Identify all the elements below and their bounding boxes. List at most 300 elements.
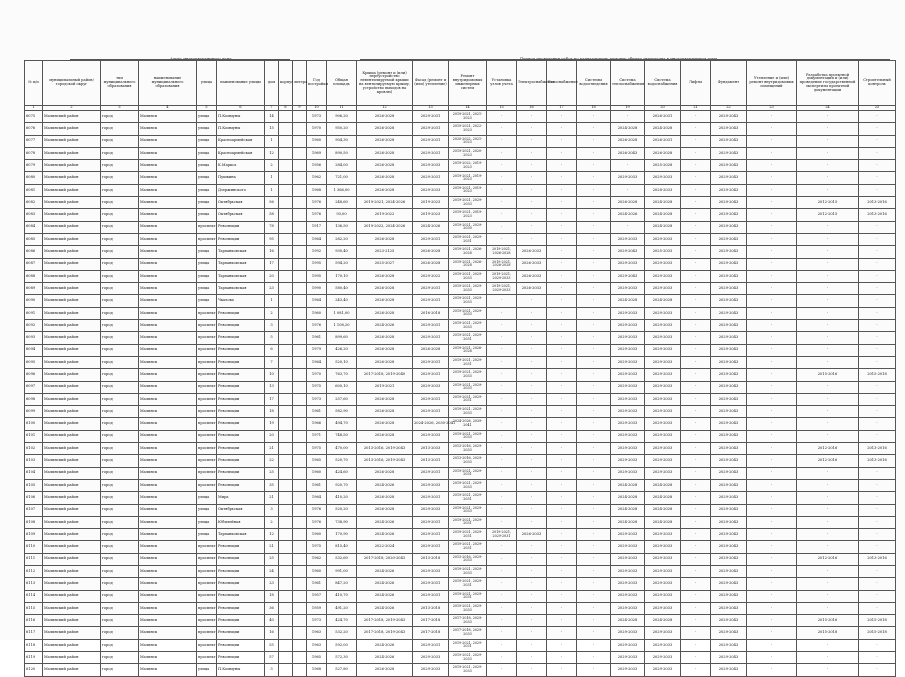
cell-warm: -: [747, 160, 797, 172]
cell-lit: [293, 541, 307, 553]
cell-area: 738,90: [327, 516, 357, 528]
cell-district: Малинский район: [43, 516, 101, 528]
cell-warm: -: [747, 479, 797, 491]
column-number: 6: [217, 106, 265, 111]
cell-gas: -: [547, 356, 577, 368]
cell-type: город: [101, 111, 139, 123]
cell-sewer: -: [577, 356, 611, 368]
cell-proj: -: [797, 504, 859, 516]
cell-korp: [279, 627, 293, 639]
cell-lift: -: [681, 320, 711, 332]
cell-korp: [279, 652, 293, 664]
cell-sys: 2013-2016, 2029-2033: [449, 455, 487, 467]
cell-district: Малинский район: [43, 590, 101, 602]
cell-water: 2029-2033: [645, 602, 681, 614]
cell-gas: -: [547, 418, 577, 430]
cell-area: 93,00: [327, 209, 357, 221]
cell-found: 2029-2043: [711, 443, 747, 455]
cell-facade: 2029-2033: [413, 430, 449, 442]
cell-ctrl: -: [859, 332, 896, 344]
cell-korp: [279, 615, 293, 627]
cell-area: 170,90: [327, 529, 357, 541]
cell-year: 1965: [307, 455, 327, 467]
cell-water: 2029-2033: [645, 270, 681, 282]
cell-year: 1970: [307, 123, 327, 135]
cell-warm: -: [747, 135, 797, 147]
cell-sewer: -: [577, 381, 611, 393]
cell-st: улица: [197, 492, 217, 504]
cell-district: Малинский район: [43, 246, 101, 258]
cell-roof: 2026-2028: [357, 418, 413, 430]
cell-elec: -: [517, 160, 547, 172]
cell-mo: Малинск: [139, 369, 197, 381]
cell-found: 2029-2043: [711, 197, 747, 209]
cell-proj: 2012-2016: [797, 455, 859, 467]
table-row: [25, 529, 896, 541]
cell-found: 2029-2043: [711, 147, 747, 159]
cell-lift: -: [681, 369, 711, 381]
cell-type: город: [101, 529, 139, 541]
cell-n: 6081: [25, 184, 43, 196]
cell-sys: 2019-2021, 2029-2030: [449, 221, 487, 233]
table-row: [25, 270, 896, 282]
cell-facade: 2029-2031: [413, 492, 449, 504]
cell-street: Октябрьская: [217, 504, 265, 516]
cell-lift: -: [681, 479, 711, 491]
cell-n: 6110: [25, 541, 43, 553]
column-number: 5: [197, 106, 217, 111]
cell-gas: -: [547, 160, 577, 172]
cell-n: 6102: [25, 443, 43, 455]
cell-lift: -: [681, 467, 711, 479]
cell-gas: -: [547, 553, 577, 565]
cell-korp: [279, 184, 293, 196]
cell-sewer: -: [577, 664, 611, 676]
cell-year: 1973: [307, 615, 327, 627]
column-header: Крыша (ремонт и (или) переустройство невентилируемой крыши на вентилируемую крышу, устройство выходов на кровлю): [357, 61, 413, 106]
cell-facade: 2029-2033: [413, 504, 449, 516]
cell-proj: -: [797, 516, 859, 528]
cell-heat: 2029-2033: [611, 172, 645, 184]
cell-proj: -: [797, 332, 859, 344]
cell-year: 1961: [307, 332, 327, 344]
cell-elec: -: [517, 369, 547, 381]
cell-house: 1: [265, 295, 279, 307]
cell-lift: -: [681, 270, 711, 282]
cell-water: 2029-2033: [645, 258, 681, 270]
cell-sys: 2019-2021, 2029-2031: [449, 332, 487, 344]
cell-warm: -: [747, 615, 797, 627]
cell-house: 56: [265, 197, 279, 209]
cell-water: 2029-2033: [645, 627, 681, 639]
cell-area: 991,00: [327, 565, 357, 577]
cell-gas: -: [547, 602, 577, 614]
cell-sewer: -: [577, 565, 611, 577]
cell-n: 6100: [25, 418, 43, 430]
cell-district: Малинский район: [43, 492, 101, 504]
cell-gas: -: [547, 135, 577, 147]
cell-gas: -: [547, 565, 577, 577]
cell-year: 1976: [307, 504, 327, 516]
cell-street: Революции: [217, 565, 265, 577]
cell-st: проспект: [197, 467, 217, 479]
cell-sys: 2019-2021, 2029-2033: [449, 406, 487, 418]
cell-facade: 2013-2018: [413, 602, 449, 614]
cell-meters: -: [487, 541, 517, 553]
cell-district: Малинский район: [43, 578, 101, 590]
cell-sewer: -: [577, 172, 611, 184]
cell-meters: -: [487, 590, 517, 602]
cell-gas: -: [547, 172, 577, 184]
cell-warm: -: [747, 467, 797, 479]
cell-water: 2024-2028: [645, 504, 681, 516]
cell-mo: Малинск: [139, 479, 197, 491]
cell-year: 1968: [307, 664, 327, 676]
column-header: дом: [265, 61, 279, 106]
cell-proj: 2012-2015: [797, 197, 859, 209]
cell-n: 6084: [25, 221, 43, 233]
cell-house: 20: [265, 270, 279, 282]
cell-mo: Малинск: [139, 270, 197, 282]
cell-found: 2029-2043: [711, 430, 747, 442]
cell-type: город: [101, 541, 139, 553]
cell-proj: -: [797, 541, 859, 553]
cell-sys: 2019-2021, 2029-2033: [449, 197, 487, 209]
cell-proj: -: [797, 664, 859, 676]
cell-proj: -: [797, 467, 859, 479]
cell-sewer: -: [577, 479, 611, 491]
cell-warm: -: [747, 418, 797, 430]
cell-ctrl: -: [859, 541, 896, 553]
cell-warm: -: [747, 406, 797, 418]
cell-proj: -: [797, 184, 859, 196]
cell-proj: -: [797, 307, 859, 319]
cell-street: Революции: [217, 406, 265, 418]
cell-st: проспект: [197, 356, 217, 368]
column-number: 23: [747, 106, 797, 111]
cell-elec: -: [517, 418, 547, 430]
cell-warm: -: [747, 147, 797, 159]
cell-year: 1968: [307, 184, 327, 196]
cell-sewer: -: [577, 578, 611, 590]
table-row: [25, 344, 896, 356]
cell-street: Тарханковская: [217, 529, 265, 541]
cell-facade: 2029-2033: [413, 479, 449, 491]
table-row: [25, 393, 896, 405]
cell-lit: [293, 135, 307, 147]
table-row: [25, 406, 896, 418]
cell-sys: 2019-2021, 2029-2031: [449, 516, 487, 528]
cell-mo: Малинск: [139, 455, 197, 467]
cell-sys: 2019-2021, 2029-2031: [449, 356, 487, 368]
cell-proj: 2012-2016: [797, 443, 859, 455]
cell-house: 1: [265, 184, 279, 196]
cell-gas: -: [547, 381, 577, 393]
cell-area: 424,60: [327, 467, 357, 479]
cell-street: Революции: [217, 393, 265, 405]
cell-st: улица: [197, 135, 217, 147]
cell-lift: -: [681, 578, 711, 590]
cell-area: 424,70: [327, 615, 357, 627]
cell-street: Тарханковская: [217, 270, 265, 282]
cell-type: город: [101, 602, 139, 614]
cell-st: улица: [197, 160, 217, 172]
cell-found: 2029-2043: [711, 258, 747, 270]
cell-water: 2029-2033: [645, 320, 681, 332]
cell-house: 13: [265, 381, 279, 393]
cell-roof: 2024-2026: [357, 320, 413, 332]
cell-ctrl: -: [859, 602, 896, 614]
cell-district: Малинский район: [43, 553, 101, 565]
cell-facade: 2013-2018: [413, 553, 449, 565]
cell-lift: -: [681, 664, 711, 676]
cell-warm: -: [747, 504, 797, 516]
column-header: Строительный контроль: [859, 61, 896, 106]
cell-meters: -: [487, 393, 517, 405]
cell-type: город: [101, 270, 139, 282]
cell-year: 1917: [307, 221, 327, 233]
table-row: [25, 615, 896, 627]
cell-heat: 2029-2033: [611, 639, 645, 651]
cell-n: 6118: [25, 639, 43, 651]
cell-found: 2029-2043: [711, 406, 747, 418]
cell-warm: -: [747, 664, 797, 676]
cell-facade: 2029-2033: [413, 664, 449, 676]
cell-n: 6107: [25, 504, 43, 516]
cell-proj: -: [797, 111, 859, 123]
table-row: [25, 209, 896, 221]
cell-gas: -: [547, 541, 577, 553]
cell-meters: -: [487, 553, 517, 565]
cell-ctrl: -: [859, 430, 896, 442]
cell-year: 1964: [307, 492, 327, 504]
cell-water: 2029-2033: [645, 172, 681, 184]
cell-lit: [293, 344, 307, 356]
cell-n: 6094: [25, 344, 43, 356]
cell-ctrl: 2013-2016: [859, 455, 896, 467]
cell-meters: -: [487, 615, 517, 627]
cell-type: город: [101, 615, 139, 627]
cell-sewer: -: [577, 443, 611, 455]
cell-meters: -: [487, 430, 517, 442]
cell-gas: -: [547, 578, 577, 590]
cell-elec: -: [517, 553, 547, 565]
cell-mo: Малинск: [139, 356, 197, 368]
cell-lit: [293, 615, 307, 627]
cell-house: 55: [265, 639, 279, 651]
cell-lift: -: [681, 541, 711, 553]
cell-elec: 2026-2033: [517, 270, 547, 282]
cell-year: 1975: [307, 443, 327, 455]
table-row: [25, 664, 896, 676]
cell-warm: -: [747, 270, 797, 282]
cell-water: 2029-2033: [645, 307, 681, 319]
cell-proj: -: [797, 233, 859, 245]
cell-sys: 2017-2018, 2029-2033: [449, 627, 487, 639]
cell-sewer: -: [577, 455, 611, 467]
cell-sys: 2019-2021, 2022-2023: [449, 123, 487, 135]
cell-meters: -: [487, 160, 517, 172]
cell-sewer: -: [577, 135, 611, 147]
cell-lift: -: [681, 307, 711, 319]
cell-roof: 2026-2028: [357, 270, 413, 282]
cell-sewer: -: [577, 147, 611, 159]
column-header: улица: [197, 61, 217, 106]
cell-water: 2026-2028: [645, 147, 681, 159]
cell-ctrl: -: [859, 406, 896, 418]
cell-roof: 2026-2028: [357, 356, 413, 368]
cell-house: 12: [265, 147, 279, 159]
table-row: [25, 504, 896, 516]
cell-sys: 2017-2018, 2029-2033: [449, 615, 487, 627]
cell-sewer: -: [577, 258, 611, 270]
cell-district: Малинский район: [43, 123, 101, 135]
cell-sewer: -: [577, 516, 611, 528]
cell-lit: [293, 381, 307, 393]
cell-warm: -: [747, 639, 797, 651]
cell-type: город: [101, 160, 139, 172]
table-row: [25, 283, 896, 295]
cell-year: 1963: [307, 639, 327, 651]
cell-district: Малинский район: [43, 430, 101, 442]
cell-found: 2029-2043: [711, 111, 747, 123]
cell-area: 532,60: [327, 553, 357, 565]
cell-area: 930,40: [327, 246, 357, 258]
cell-mo: Малинск: [139, 197, 197, 209]
cell-warm: -: [747, 443, 797, 455]
cell-area: 1 108,20: [327, 320, 357, 332]
cell-elec: -: [517, 664, 547, 676]
cell-mo: Малинск: [139, 258, 197, 270]
cell-sewer: -: [577, 283, 611, 295]
cell-proj: -: [797, 406, 859, 418]
column-number: 3: [101, 106, 139, 111]
cell-n: 6087: [25, 258, 43, 270]
cell-water: 2025-2028: [645, 160, 681, 172]
cell-district: Малинский район: [43, 111, 101, 123]
cell-area: 904,30: [327, 135, 357, 147]
cell-warm: -: [747, 320, 797, 332]
cell-roof: 2022-2024: [357, 541, 413, 553]
cell-ctrl: -: [859, 381, 896, 393]
cell-area: 527,80: [327, 664, 357, 676]
cell-house: 40: [265, 615, 279, 627]
cell-street: П.Коммуны: [217, 123, 265, 135]
column-number: 14: [449, 106, 487, 111]
cell-proj: 2012-2015: [797, 209, 859, 221]
cell-n: 6077: [25, 135, 43, 147]
cell-lift: -: [681, 160, 711, 172]
cell-n: 6098: [25, 393, 43, 405]
cell-warm: -: [747, 344, 797, 356]
cell-facade: 2029-2031: [413, 295, 449, 307]
cell-korp: [279, 639, 293, 651]
column-number: 25: [859, 106, 896, 111]
cell-gas: -: [547, 443, 577, 455]
cell-facade: 2019-2023: [413, 209, 449, 221]
cell-area: 410,70: [327, 590, 357, 602]
cell-meters: -: [487, 221, 517, 233]
cell-house: 2: [265, 307, 279, 319]
cell-ctrl: -: [859, 283, 896, 295]
cell-roof: 2026-2028: [357, 504, 413, 516]
cell-roof: 2026-2028: [357, 492, 413, 504]
cell-heat: 2029-2033: [611, 356, 645, 368]
cell-district: Малинский район: [43, 332, 101, 344]
cell-street: Мира: [217, 492, 265, 504]
cell-korp: [279, 541, 293, 553]
cell-found: 2029-2043: [711, 283, 747, 295]
cell-street: Революции: [217, 356, 265, 368]
column-number: 24: [797, 106, 859, 111]
cell-mo: Малинск: [139, 246, 197, 258]
cell-area: 470,00: [327, 443, 357, 455]
cell-year: 1971: [307, 430, 327, 442]
cell-proj: -: [797, 393, 859, 405]
cell-mo: Малинск: [139, 443, 197, 455]
cell-type: город: [101, 406, 139, 418]
cell-mo: Малинск: [139, 233, 197, 245]
cell-lit: [293, 283, 307, 295]
cell-proj: -: [797, 246, 859, 258]
cell-area: 1 366,00: [327, 184, 357, 196]
cell-found: 2029-2043: [711, 135, 747, 147]
cell-area: 248,60: [327, 197, 357, 209]
cell-street: Революции: [217, 443, 265, 455]
cell-street: Революции: [217, 307, 265, 319]
cell-st: улица: [197, 283, 217, 295]
cell-found: 2029-2043: [711, 369, 747, 381]
cell-sys: 2019-2021, 2029-2033: [449, 479, 487, 491]
cell-heat: 2029-2043: [611, 246, 645, 258]
cell-lift: -: [681, 529, 711, 541]
cell-area: 815,40: [327, 541, 357, 553]
cell-lift: -: [681, 233, 711, 245]
cell-street: Красноармейская: [217, 147, 265, 159]
cell-found: 2029-2043: [711, 615, 747, 627]
cell-mo: Малинск: [139, 135, 197, 147]
cell-water: 2029-2033: [645, 283, 681, 295]
cell-warm: -: [747, 492, 797, 504]
cell-found: 2029-2043: [711, 590, 747, 602]
table-row: [25, 602, 896, 614]
cell-street: Революции: [217, 430, 265, 442]
cell-found: 2029-2043: [711, 529, 747, 541]
cell-type: город: [101, 443, 139, 455]
cell-sys: 2019-2021, 2026-2028: [449, 258, 487, 270]
cell-mo: Малинск: [139, 344, 197, 356]
cell-district: Малинский район: [43, 541, 101, 553]
cell-street: Революции: [217, 578, 265, 590]
cell-korp: [279, 479, 293, 491]
cell-area: 1 081,00: [327, 307, 357, 319]
cell-mo: Малинск: [139, 332, 197, 344]
cell-house: 6: [265, 344, 279, 356]
cell-st: улица: [197, 111, 217, 123]
cell-found: 2029-2043: [711, 664, 747, 676]
cell-gas: -: [547, 123, 577, 135]
cell-heat: 2029-2033: [611, 320, 645, 332]
cell-gas: -: [547, 332, 577, 344]
cell-ctrl: -: [859, 356, 896, 368]
cell-st: улица: [197, 270, 217, 282]
cell-heat: 2029-2033: [611, 664, 645, 676]
cell-proj: -: [797, 135, 859, 147]
cell-n: 6082: [25, 197, 43, 209]
cell-type: город: [101, 664, 139, 676]
cell-ctrl: 2015-2018: [859, 615, 896, 627]
cell-elec: -: [517, 209, 547, 221]
